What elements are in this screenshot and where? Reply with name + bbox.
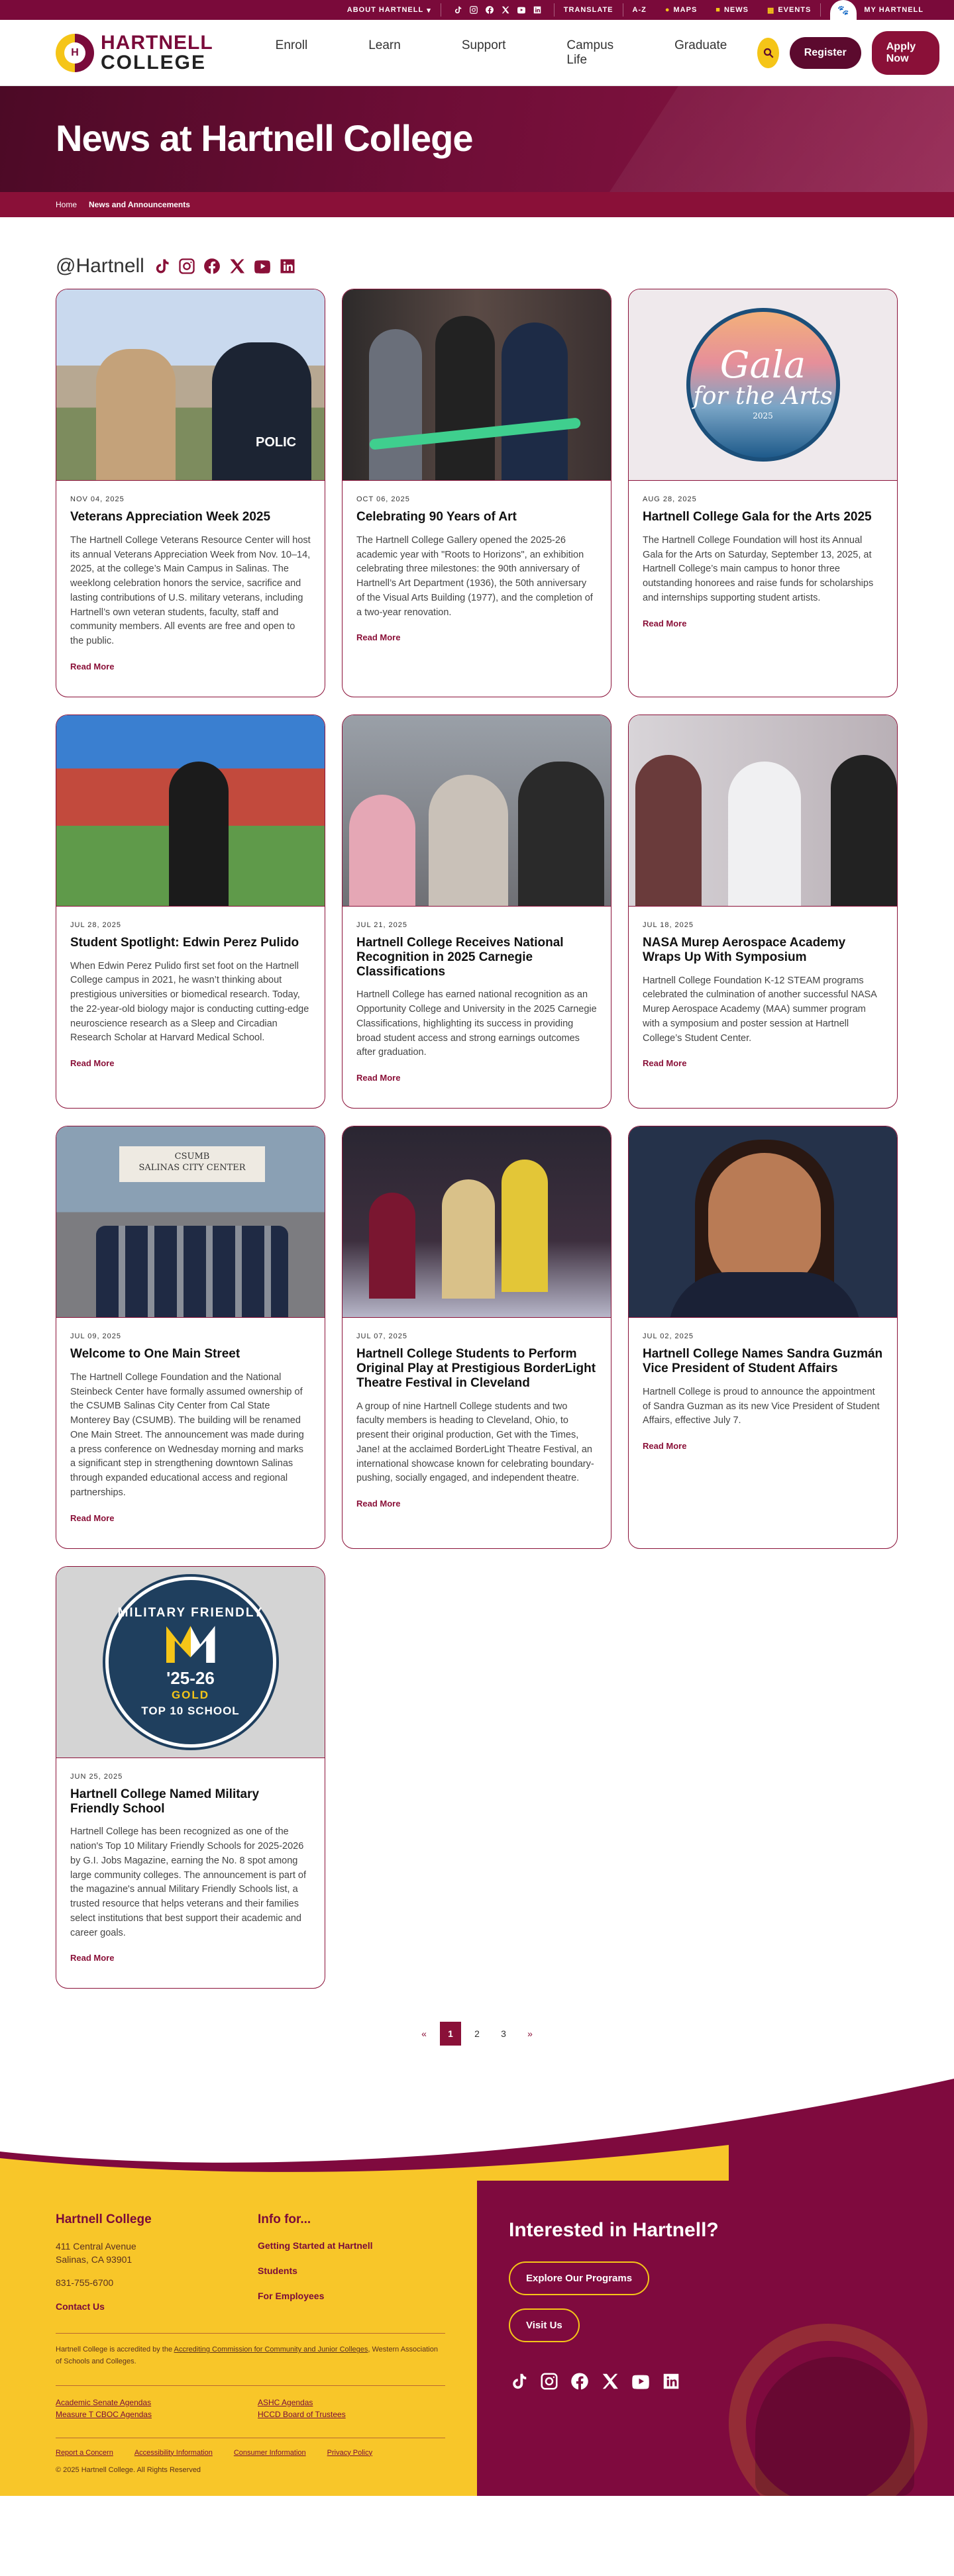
read-more-link[interactable]: Read More bbox=[70, 661, 115, 671]
tiktok-icon[interactable] bbox=[509, 2371, 529, 2391]
sign-line-1: CSUMB bbox=[174, 1152, 210, 1162]
footer-wave bbox=[0, 2079, 954, 2181]
article-title[interactable]: Hartnell College Students to Perform Original Play at Prestigious BorderLight Theatre Festival in Cleveland bbox=[356, 1347, 596, 1390]
article-date: JUL 02, 2025 bbox=[643, 1332, 694, 1341]
address-line-1: 411 Central Avenue bbox=[56, 2241, 136, 2252]
gala-subtext: for the Arts bbox=[693, 382, 833, 410]
consumer-info-link[interactable]: Consumer Information bbox=[233, 2448, 306, 2457]
apply-now-button[interactable]: Apply Now bbox=[872, 31, 939, 75]
article-image[interactable] bbox=[56, 1126, 325, 1318]
ashc-agendas-link[interactable]: ASHC Agendas bbox=[258, 2397, 313, 2407]
article-image[interactable] bbox=[56, 1567, 325, 1758]
breadcrumb-home[interactable]: Home bbox=[56, 200, 78, 209]
badge-rank: TOP 10 SCHOOL bbox=[141, 1705, 240, 1718]
news-card[interactable] bbox=[56, 1566, 325, 1989]
article-title[interactable]: Hartnell College Named Military Friendly School bbox=[70, 1787, 260, 1816]
badge-year: '25-26 bbox=[166, 1668, 215, 1689]
sign-line-2: SALINAS CITY CENTER bbox=[138, 1163, 246, 1173]
agenda-links bbox=[56, 2397, 477, 2420]
a-z-link[interactable] bbox=[623, 0, 656, 20]
breadcrumb bbox=[0, 192, 954, 217]
nav-graduate[interactable]: Graduate bbox=[674, 38, 727, 52]
my-hartnell-link[interactable] bbox=[821, 0, 933, 20]
divider bbox=[56, 2333, 445, 2334]
article-date: JUL 09, 2025 bbox=[70, 1332, 122, 1341]
nav-campus-life[interactable]: Campus Life bbox=[566, 38, 614, 67]
footer-info bbox=[0, 2181, 477, 2496]
article-date: JUL 28, 2025 bbox=[70, 920, 122, 929]
calendar-icon: ▦ bbox=[767, 6, 775, 15]
measure-t-agendas-link[interactable]: Measure T CBOC Agendas bbox=[56, 2409, 152, 2419]
accjc-link[interactable]: Accrediting Commission for Community and Junior Colleges bbox=[174, 2346, 368, 2354]
youtube-icon[interactable] bbox=[517, 5, 526, 15]
main-header bbox=[0, 20, 954, 86]
about-label: ABOUT HARTNELL bbox=[346, 6, 424, 14]
read-more-link[interactable]: Read More bbox=[643, 1058, 687, 1069]
social-row bbox=[0, 217, 954, 289]
linkedin-icon[interactable] bbox=[533, 5, 542, 15]
article-summary: The Hartnell College Veterans Resource Center will host its annual Veterans Appreciation Week from Nov. 10–14, 2025, at the college’s Main Campus in Salinas. The weeklong celebration honors the service, sacrifice and lasting contributions of U.S. military veterans, including Hartnell’s own veteran students, faculty, staff and community members. All events are free and open to the public. bbox=[70, 534, 311, 647]
read-more-link[interactable]: Read More bbox=[356, 1499, 401, 1509]
nav-enroll[interactable]: Enroll bbox=[275, 38, 308, 52]
search-icon bbox=[763, 47, 774, 59]
youtube-icon[interactable] bbox=[253, 257, 272, 275]
facebook-icon[interactable] bbox=[570, 2371, 590, 2391]
article-image[interactable] bbox=[56, 715, 325, 907]
x-icon[interactable] bbox=[501, 5, 510, 15]
gala-for-the-arts-logo bbox=[686, 308, 840, 462]
pagination-page-3[interactable]: 3 bbox=[501, 2028, 506, 2040]
read-more-link[interactable]: Read More bbox=[643, 618, 687, 628]
hartnell-logo[interactable] bbox=[56, 33, 213, 73]
mf-logo-icon bbox=[166, 1626, 215, 1663]
breadcrumb-current: News and Announcements bbox=[89, 200, 190, 209]
page-title: News at Hartnell College bbox=[56, 117, 473, 159]
logo-line-2: COLLEGE bbox=[101, 51, 207, 74]
linkedin-icon[interactable] bbox=[278, 257, 297, 275]
academic-senate-agendas-link[interactable]: Academic Senate Agendas bbox=[56, 2397, 152, 2407]
read-more-link[interactable]: Read More bbox=[356, 1073, 401, 1083]
copyright: © 2025 Hartnell College. All Rights Reserved bbox=[56, 2465, 201, 2474]
police-text: POLIC bbox=[256, 435, 297, 450]
site-footer bbox=[0, 2181, 954, 2496]
pagination bbox=[0, 2022, 954, 2046]
badge-title: MILITARY FRIENDLY bbox=[117, 1606, 264, 1620]
article-summary: Hartnell College has been recognized as one of the nation's Top 10 Military Friendly Schools for 2025-2026 by G.I. Jobs Magazine, earning the No. 8 spot among large community colleges. The announcement is part of the magazine's annual Military Friendly Schools list, a trusted resource that helps veterans and their families select institutions that best support their academic and career goals. bbox=[70, 1826, 306, 1938]
article-date: JUL 18, 2025 bbox=[643, 920, 694, 929]
hartnell-seal-icon: H bbox=[56, 34, 94, 72]
a-z-label: A-Z bbox=[632, 6, 647, 14]
news-grid bbox=[0, 289, 954, 1989]
article-title[interactable]: Hartnell College Gala for the Arts 2025 bbox=[643, 510, 872, 524]
explore-programs-button[interactable]: Explore Our Programs bbox=[509, 2261, 649, 2295]
read-more-link[interactable]: Read More bbox=[70, 1512, 115, 1523]
social-handle: @Hartnell bbox=[56, 255, 144, 277]
instagram-icon[interactable] bbox=[178, 257, 196, 275]
utility-bar bbox=[0, 0, 954, 20]
article-title[interactable]: Hartnell College Names Sandra Guzmán Vice President of Student Affairs bbox=[643, 1347, 883, 1375]
pagination-page-2[interactable]: 2 bbox=[474, 2028, 480, 2040]
x-icon[interactable] bbox=[600, 2371, 620, 2391]
news-icon: ■ bbox=[716, 6, 721, 14]
news-card[interactable] bbox=[628, 715, 898, 1109]
report-concern-link[interactable]: Report a Concern bbox=[56, 2448, 113, 2457]
article-date: JUN 25, 2025 bbox=[70, 1772, 123, 1781]
article-summary: Hartnell College Foundation K-12 STEAM programs celebrated the culmination of another successful NASA Murep Aerospace Academy (MAA) summer program with a symposium and poster session at Hartnell College’s Student Center. bbox=[643, 975, 877, 1044]
visit-us-button[interactable]: Visit Us bbox=[509, 2308, 580, 2342]
gala-text: Gala bbox=[719, 344, 806, 387]
article-title[interactable]: Veterans Appreciation Week 2025 bbox=[70, 510, 271, 524]
register-button[interactable]: Register bbox=[790, 37, 861, 69]
article-summary: Hartnell College is proud to announce the appointment of Sandra Guzman as its new Vice President of Student Affairs, effective July 7. bbox=[643, 1386, 880, 1426]
utility-social-icons bbox=[441, 5, 554, 15]
news-card[interactable] bbox=[342, 1126, 611, 1549]
search-button[interactable] bbox=[757, 38, 778, 68]
tiktok-icon[interactable] bbox=[152, 257, 171, 275]
article-image[interactable] bbox=[343, 715, 611, 907]
tiktok-icon[interactable] bbox=[453, 5, 462, 15]
nav-support[interactable]: Support bbox=[461, 38, 506, 52]
panther-mascot-icon: 🐾 bbox=[830, 0, 857, 20]
info-for-heading: Info for... bbox=[258, 2212, 311, 2227]
contact-us-link[interactable]: Contact Us bbox=[56, 2301, 105, 2312]
read-more-link[interactable]: Read More bbox=[70, 1953, 115, 1963]
article-image[interactable] bbox=[629, 289, 897, 481]
article-title[interactable]: Celebrating 90 Years of Art bbox=[356, 510, 517, 524]
article-image[interactable] bbox=[629, 1126, 897, 1318]
accessibility-link[interactable]: Accessibility Information bbox=[134, 2448, 213, 2457]
instagram-icon[interactable] bbox=[469, 5, 478, 15]
news-label: NEWS bbox=[723, 6, 749, 14]
news-card[interactable] bbox=[342, 715, 611, 1109]
news-card[interactable] bbox=[56, 715, 325, 1109]
article-summary: The Hartnell College Foundation and the National Steinbeck Center have formally assumed ownership of the CSUMB Salinas City Center from Cal State Monterey Bay (CSUMB). The building will be renamed One Main Street. The announcement was made during a press conference on Wednesday morning and marks a significant step in strengthening downtown Salinas through expanded educational access and regional partnerships. bbox=[70, 1371, 304, 1498]
youtube-icon[interactable] bbox=[631, 2371, 651, 2391]
article-title[interactable]: Hartnell College Receives National Recognition in 2025 Carnegie Classifications bbox=[356, 935, 564, 979]
hero-banner bbox=[0, 86, 954, 192]
gala-year: 2025 bbox=[753, 411, 773, 421]
building-sign bbox=[119, 1146, 265, 1182]
events-link[interactable] bbox=[758, 0, 820, 20]
article-title[interactable]: Student Spotlight: Edwin Perez Pulido bbox=[70, 935, 299, 950]
my-hartnell-label: MY HARTNELL bbox=[864, 6, 924, 14]
privacy-policy-link[interactable]: Privacy Policy bbox=[327, 2448, 373, 2457]
article-summary: Hartnell College has earned national recognition as an Opportunity College and University in the 2025 Carnegie Classifications, highlighting its success in providing broad student access and strong earnings outcomes after graduation. bbox=[356, 989, 597, 1058]
news-card[interactable] bbox=[342, 289, 611, 697]
pagination-prev[interactable]: « bbox=[421, 2028, 427, 2040]
pagination-next[interactable]: » bbox=[527, 2028, 533, 2040]
article-summary: When Edwin Perez Pulido first set foot on the Hartnell College campus in 2021, he wasn’t thinking about prestigious universities or biomedical research. Today, the 22-year-old biology major is conducting cutting-edge neuroscience research as a Sleep and Circadian Research Scholar at Harvard Medical School. bbox=[70, 960, 309, 1044]
legal-links bbox=[56, 2449, 477, 2457]
read-more-link[interactable]: Read More bbox=[356, 632, 401, 643]
primary-nav bbox=[245, 38, 758, 68]
logo-line-1: HARTNELL bbox=[101, 31, 213, 54]
article-image[interactable] bbox=[56, 289, 325, 481]
article-image[interactable] bbox=[343, 289, 611, 481]
footer-cta bbox=[477, 2181, 954, 2496]
translate-label: TRANSLATE bbox=[563, 6, 613, 14]
address-line-2: Salinas, CA 93901 bbox=[56, 2254, 132, 2265]
map-pin-icon: ● bbox=[664, 6, 670, 14]
nav-learn[interactable]: Learn bbox=[368, 38, 401, 52]
divider bbox=[56, 2385, 445, 2386]
article-date: OCT 06, 2025 bbox=[356, 495, 410, 503]
article-title[interactable]: Welcome to One Main Street bbox=[70, 1347, 240, 1362]
accreditation-text: Hartnell College is accredited by the bbox=[56, 2346, 174, 2354]
maps-link[interactable] bbox=[656, 0, 706, 20]
cta-heading: Interested in Hartnell? bbox=[509, 2219, 719, 2242]
facebook-icon[interactable] bbox=[485, 5, 494, 15]
article-title[interactable]: NASA Murep Aerospace Academy Wraps Up With Symposium bbox=[643, 935, 846, 964]
translate-link[interactable] bbox=[555, 0, 623, 20]
article-summary: The Hartnell College Foundation will host its Annual Gala for the Arts on Saturday, September 13, 2025, at Hartnell College’s main campus to honor three outstanding honorees and raise funds for scholarships and internships supporting student artists. bbox=[643, 534, 874, 603]
news-card[interactable] bbox=[628, 1126, 898, 1549]
article-image[interactable] bbox=[629, 715, 897, 907]
header-actions bbox=[757, 31, 939, 75]
article-summary: A group of nine Hartnell College students and two faculty members is heading to Cleveland, Ohio, to present their original production, Get with the Times, Jane! at the acclaimed BorderLight Theatre Festival, an international showcase known for celebrating boundary-pushing, socially engaged, and independent theatre. bbox=[356, 1401, 594, 1484]
events-label: EVENTS bbox=[778, 6, 812, 14]
article-image[interactable] bbox=[343, 1126, 611, 1318]
footer-college-name: Hartnell College bbox=[56, 2212, 152, 2227]
military-friendly-badge bbox=[105, 1577, 276, 1748]
read-more-link[interactable]: Read More bbox=[643, 1441, 687, 1452]
getting-started-link[interactable]: Getting Started at Hartnell bbox=[258, 2240, 373, 2252]
article-date: JUL 07, 2025 bbox=[356, 1332, 408, 1341]
article-summary: The Hartnell College Gallery opened the 2025-26 academic year with "Roots to Horizons", an exhibition celebrating three milestones: the 90th anniversary of Hartnell’s Art Department (1936), the 50th anniversary of the Visual Arts Building (1977), and the completion of a two-year renovation. bbox=[356, 534, 593, 618]
for-employees-link[interactable]: For Employees bbox=[258, 2291, 325, 2302]
news-card[interactable] bbox=[628, 289, 898, 697]
news-card[interactable] bbox=[56, 289, 325, 697]
news-card[interactable] bbox=[56, 1126, 325, 1549]
article-date: AUG 28, 2025 bbox=[643, 495, 697, 503]
article-date: JUL 21, 2025 bbox=[356, 920, 408, 929]
wave-shape bbox=[0, 2079, 954, 2181]
accreditation-statement bbox=[56, 2344, 445, 2367]
news-link[interactable] bbox=[706, 0, 758, 20]
read-more-link[interactable]: Read More bbox=[70, 1058, 115, 1069]
footer-phone[interactable]: 831-755-6700 bbox=[56, 2277, 114, 2288]
students-link[interactable]: Students bbox=[258, 2265, 297, 2277]
article-date: NOV 04, 2025 bbox=[70, 495, 125, 503]
about-hartnell-menu[interactable] bbox=[338, 0, 441, 20]
facebook-icon[interactable] bbox=[203, 257, 221, 275]
footer-address bbox=[56, 2240, 258, 2266]
board-of-trustees-link[interactable]: HCCD Board of Trustees bbox=[258, 2409, 346, 2419]
accreditation-text-end: , Western Association of Schools and Colleges. bbox=[56, 2346, 438, 2365]
logo-wordmark bbox=[101, 33, 213, 73]
linkedin-icon[interactable] bbox=[661, 2371, 681, 2391]
chevron-down-icon: ▾ bbox=[427, 6, 431, 15]
badge-tier: GOLD bbox=[171, 1689, 210, 1702]
x-icon[interactable] bbox=[228, 257, 246, 275]
instagram-icon[interactable] bbox=[539, 2371, 559, 2391]
pagination-page-1[interactable]: 1 bbox=[440, 2022, 461, 2046]
maps-label: MAPS bbox=[673, 6, 698, 14]
